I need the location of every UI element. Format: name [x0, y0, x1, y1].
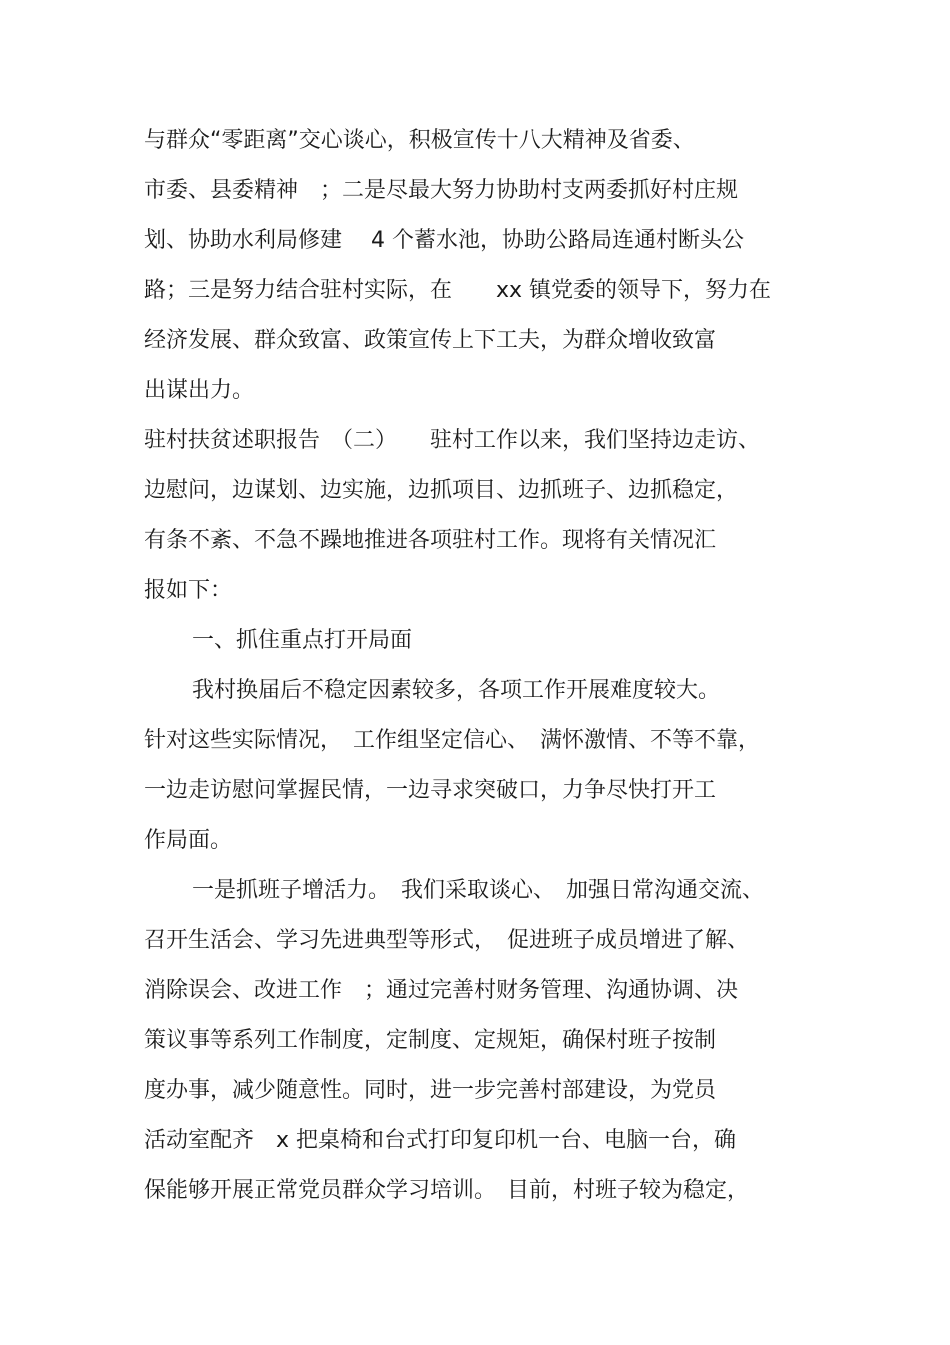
text-line: 一是抓班子增活力。 我们采取谈心、 加强日常沟通交流、 [192, 878, 765, 903]
section-heading: 一、抓住重点打开局面 [192, 628, 413, 653]
text-line: 路；三是努力结合驻村实际，在 xx 镇党委的领导下，努力在 [144, 278, 772, 303]
text-line: 活动室配齐 x 把桌椅和台式打印复印机一台、电脑一台，确 [144, 1128, 737, 1153]
text-line: 一边走访慰问掌握民情，一边寻求突破口，力争尽快打开工 [144, 778, 717, 803]
text-line: 驻村扶贫述职报告 （二） 驻村工作以来，我们坚持边走访、 [144, 428, 761, 453]
text-line: 保能够开展正常党员群众学习培训。 目前，村班子较为稳定， [144, 1178, 750, 1203]
text-line: 作局面。 [144, 828, 233, 853]
text-line: 市委、县委精神 ；二是尽最大努力协助村支两委抓好村庄规 [144, 178, 739, 203]
text-line: 出谋出力。 [144, 378, 255, 403]
text-line: 消除误会、改进工作 ；通过完善村财务管理、沟通协调、决 [144, 978, 739, 1003]
text-line: 边慰问，边谋划、边实施，边抓项目、边抓班子、边抓稳定， [144, 478, 739, 503]
text-line: 有条不紊、不急不躁地推进各项驻村工作。现将有关情况汇 [144, 528, 717, 553]
text-line: 经济发展、群众致富、政策宣传上下工夫，为群众增收致富 [144, 328, 717, 353]
text-line: 与群众“零距离”交心谈心，积极宣传十八大精神及省委、 [144, 128, 695, 153]
text-line: 报如下： [144, 578, 233, 603]
text-line: 策议事等系列工作制度，定制度、定规矩，确保村班子按制 [144, 1028, 717, 1053]
text-line: 针对这些实际情况， 工作组坚定信心、 满怀激情、不等不靠， [144, 728, 761, 753]
text-line: 我村换届后不稳定因素较多，各项工作开展难度较大。 [192, 678, 721, 703]
text-line: 召开生活会、学习先进典型等形式， 促进班子成员增进了解、 [144, 928, 750, 953]
text-line: 度办事，减少随意性。同时，进一步完善村部建设，为党员 [144, 1078, 717, 1103]
text-line: 划、协助水利局修建 4 个蓄水池，协助公路局连通村断头公 [144, 228, 744, 253]
